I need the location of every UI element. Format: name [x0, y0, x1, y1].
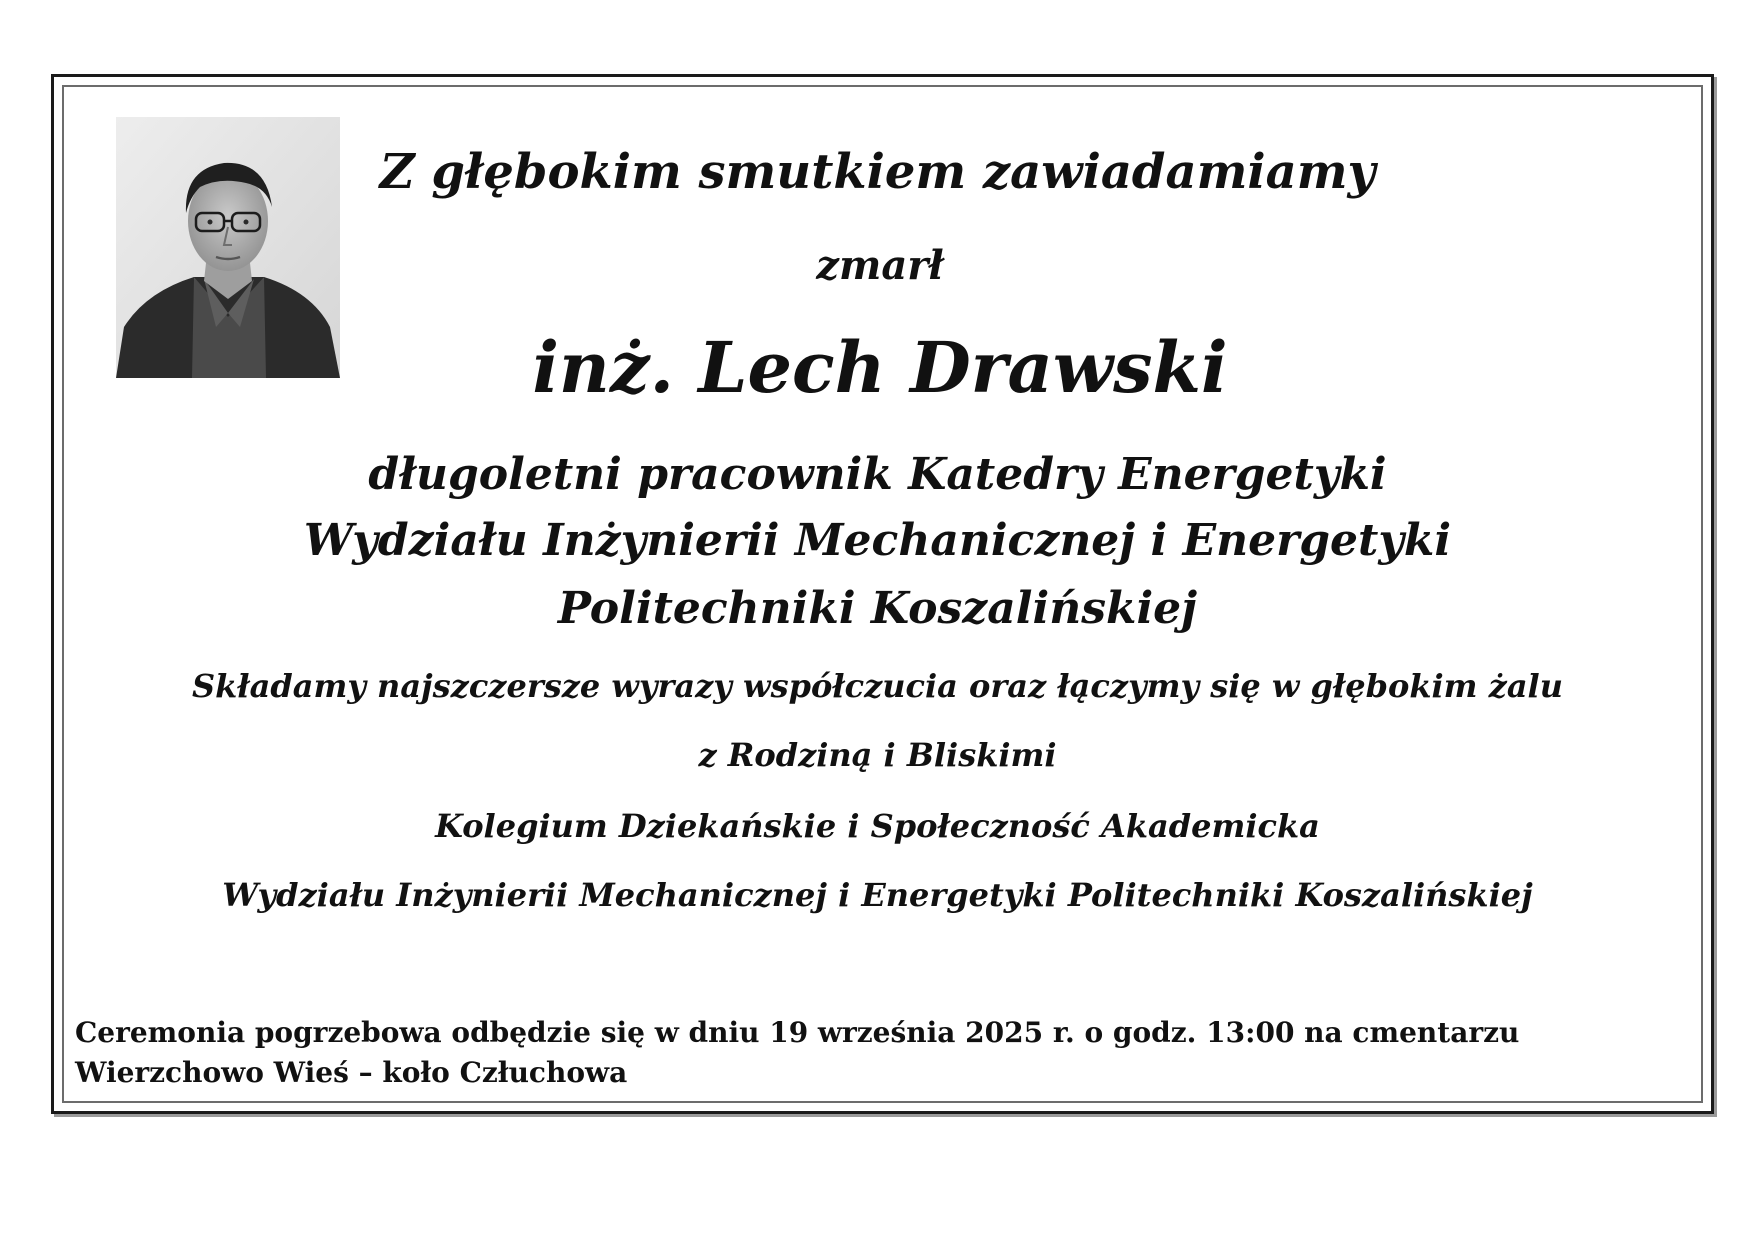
signature-line: Wydziału Inżynierii Mechanicznej i Energetyki Politechniki Koszalińskiej [222, 876, 1533, 914]
condolence-line: Składamy najszczersze wyrazy współczucia oraz łączymy się w głębokim żalu [192, 667, 1563, 705]
role-line: Politechniki Koszalińskiej [557, 583, 1198, 634]
role-line: Wydziału Inżynierii Mechanicznej i Energetyki [303, 515, 1452, 566]
ceremony-info [75, 1013, 1695, 1093]
deceased-name: inż. Lech Drawski [532, 326, 1228, 409]
role-line: długoletni pracownik Katedry Energetyki [368, 449, 1387, 500]
notice-died: zmarł [816, 242, 944, 289]
ceremony-line: Wierzchowo Wieś – koło Człuchowa [75, 1056, 628, 1089]
signature-line: Kolegium Dziekańskie i Społeczność Akademicka [435, 807, 1320, 845]
condolence-line: z Rodziną i Bliskimi [698, 736, 1057, 774]
notice-headline: Z głębokim smutkiem zawiadamiamy [379, 144, 1376, 200]
ceremony-line: Ceremonia pogrzebowa odbędzie się w dniu 19 września 2025 r. o godz. 13:00 na cmentarzu [75, 1016, 1520, 1049]
